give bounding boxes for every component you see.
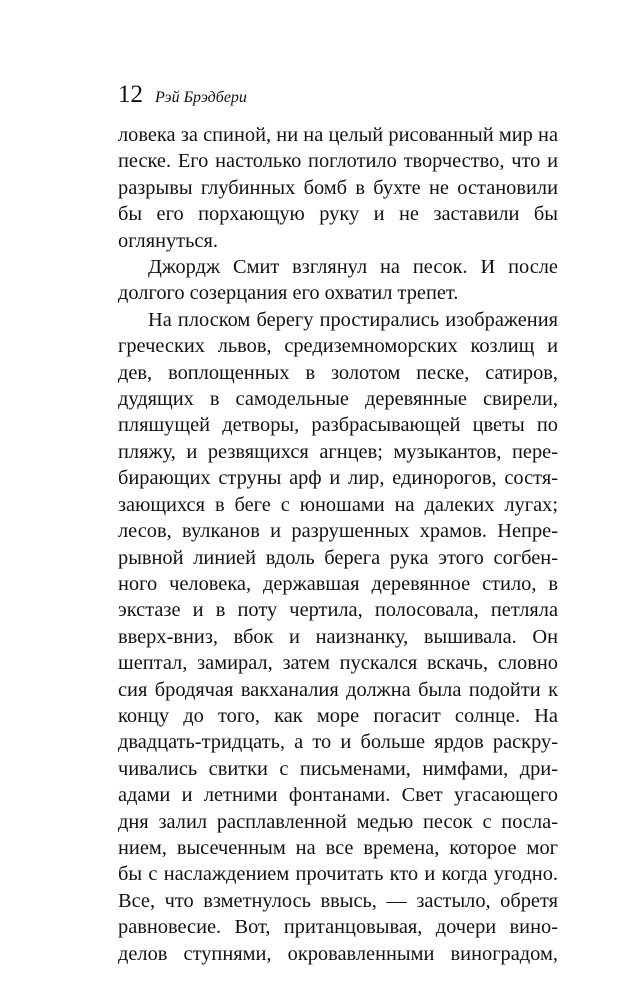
- running-head: [118, 82, 558, 122]
- body-text: [118, 122, 558, 967]
- page-number: 12: [118, 81, 143, 108]
- running-title: Рэй Брэдбери: [155, 89, 247, 106]
- paragraph-3: На плоском берегу простирались изображения греческих львов, средиземноморских козлищ и дев, воплощенных в золотом песке, сатиров, дудящих в самодельные деревянные свирели, пляшущей детворы, разбрасывающей цветы по пляжу, и резвящихся агнцев; музыкантов, перебирающих струны арф и лир, единорогов, состязающихся в беге с юношами на далеких лугах; лесов, вулканов и разрушенных храмов. Непрерывной линией вдоль берега рука этого согбенного человека, державшая деревянное стило, в экстазе и в поту чертила, полосовала, петляла вверх-вниз, вбок и наизнанку, вышивала. Он шептал, замирал, затем пускался вскачь, словно сия бродячая вакханалия должна была подойти к концу до того, как море погасит солнце. На двадцать-тридцать, а то и больше ярдов раскручивались свитки с письменами, нимфами, дриадами и летними фонтанами. Свет угасающего дня залил расплавленной медью песок с послaнием, высеченным на все времена, которое мог бы с наслаждением прочитать кто и когда угодно. Все, что взметнулось ввысь, — застыло, обретя равновесие. Вот, пританцовывая, дочери виноделов ступнями, окровавленными виноградом,: [118, 308, 558, 965]
- paragraph-1: ловека за спиной, ни на целый рисованный мир на песке. Его настолько поглотило творчество, что и разрывы глубинных бомб в бухте не остановили бы его порхающую руку и не заставили бы оглянуться.: [118, 124, 558, 252]
- book-page: [118, 82, 558, 967]
- paragraph-2: Джордж Смит взглянул на песок. И после долгого созерцания его охватил трепет.: [118, 256, 558, 305]
